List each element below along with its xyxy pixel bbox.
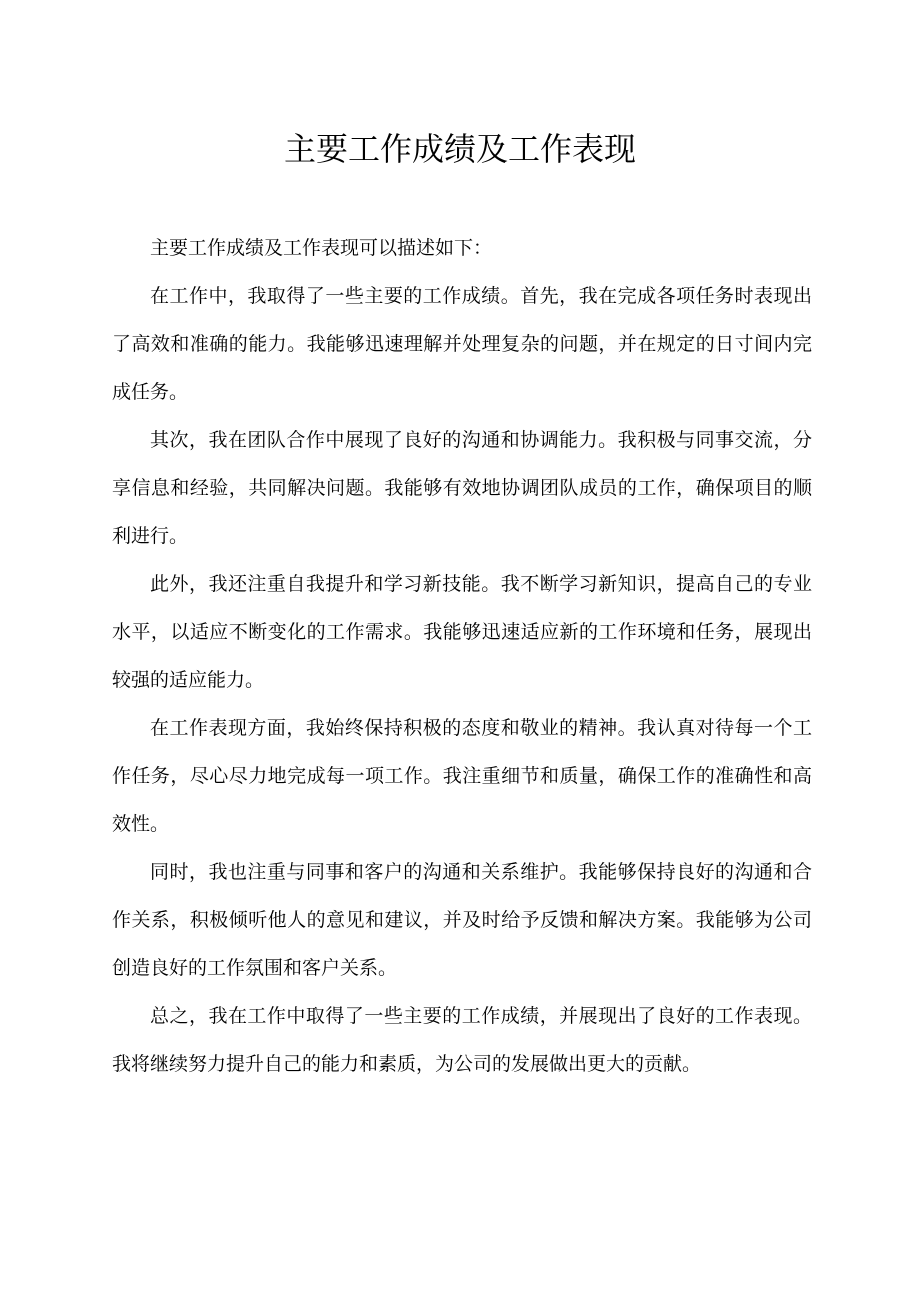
paragraph-work-attitude: 在工作表现方面，我始终保持积极的态度和敬业的精神。我认真对待每一个工作任务，尽心尽力地完成每一项工作。我注重细节和质量，确保工作的准确性和高效性。 [112, 717, 812, 835]
paragraph-relationships: 同时，我也注重与同事和客户的沟通和关系维护。我能够保持良好的沟通和合作关系，积极倾听他人的意见和建议，并及时给予反馈和解决方案。我能够为公司创造良好的工作氛围和客户关系。 [112, 861, 812, 979]
paragraph-intro: 主要工作成绩及工作表现可以描述如下： [150, 237, 493, 259]
document-title: 主要工作成绩及工作表现 [283, 130, 636, 168]
document-body [112, 224, 812, 1088]
paragraph-self-improvement: 此外，我还注重自我提升和学习新技能。我不断学习新知识，提高自己的专业水平，以适应不断变化的工作需求。我能够迅速适应新的工作环境和任务，展现出较强的适应能力。 [112, 573, 812, 691]
paragraph-conclusion: 总之，我在工作中取得了一些主要的工作成绩，并展现出了良好的工作表现。我将继续努力提升自己的能力和素质，为公司的发展做出更大的贡献。 [112, 1005, 812, 1075]
paragraph-achievements: 在工作中，我取得了一些主要的工作成绩。首先，我在完成各项任务时表现出了高效和准确的能力。我能够迅速理解并处理复杂的问题，并在规定的日寸间内完成任务。 [112, 285, 812, 403]
paragraph-teamwork: 其次，我在团队合作中展现了良好的沟通和协调能力。我积极与同事交流，分享信息和经验，共同解决问题。我能够有效地协调团队成员的工作，确保项目的顺利进行。 [112, 429, 812, 547]
